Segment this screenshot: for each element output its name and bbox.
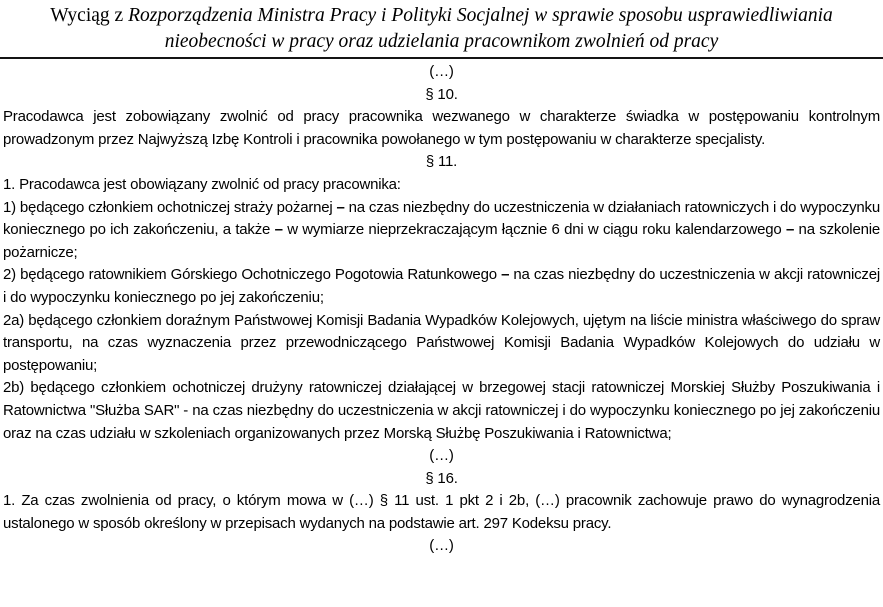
section-11-item-1: [3, 197, 880, 265]
section-11-item-2b: 2b) będącego członkiem ochotniczej drużyny ratowniczej działającej w brzegowej stacji ratowniczej Morskiej Służby Poszukiwania i Ratownictwa "Służba SAR" - na czas niezbędny do uczestniczenia w akcji ratowniczej i do wypoczynku koniecznego po jej zakończeniu oraz na czas udziału w szkoleniach organizowanych przez Morską Służbę Poszukiwania i Ratownictwa;: [3, 379, 880, 442]
item-1-text-c: w wymiarze nieprzekraczającym łącznie 6 dni w ciągu roku kalendarzowego: [282, 221, 786, 239]
section-11-item-2: [3, 264, 880, 309]
item-2-dash-1: –: [501, 266, 510, 284]
omission-mark-3: (…): [429, 537, 454, 555]
regulation-title: Rozporządzenia Ministra Pracy i Polityki Socjalnej w sprawie sposobu usprawiedliwiania nieobecności w pracy oraz udzielania pracownikom zwolnień od pracy: [128, 5, 833, 52]
section-10-paragraph: Pracodawca jest zobowiązany zwolnić od pracy pracownika wezwanego w charakterze świadka w postępowaniu kontrolnym prowadzonym przez Najwyższą Izbę Kontroli i pracownika powołanego w tym postępowaniu w charakterze specjalisty.: [3, 108, 880, 148]
section-11-intro: 1. Pracodawca jest obowiązany zwolnić od pracy pracownika:: [3, 175, 401, 193]
item-2-text-b: na czas niezbędny do uczestniczenia w akcji ratowniczej i do wypoczynku koniecznego po jej zakończeniu;: [3, 266, 880, 306]
item-1-dash-3: –: [785, 221, 795, 239]
document-body: [3, 59, 880, 558]
item-1-dash-1: –: [336, 198, 345, 216]
section-16-heading: § 16.: [425, 469, 458, 487]
item-2-text-a: 2) będącego ratownikiem Górskiego Ochotniczego Pogotowia Ratunkowego: [3, 266, 502, 284]
omission-mark-2: (…): [429, 447, 454, 465]
omission-mark-1: (…): [429, 63, 454, 80]
item-1-text-b: na czas niezbędny do uczestniczenia w działaniach ratowniczych i do wypoczynku koniecznego po ich zakończeniu, a także: [3, 198, 880, 239]
section-10-heading: § 10.: [425, 85, 458, 103]
item-1-text-d: na szkolenie pożarnicze;: [3, 221, 880, 261]
section-11-item-2a: 2a) będącego członkiem doraźnym Państwowej Komisji Badania Wypadków Kolejowych, ujętym na liście ministra właściwego do spraw transportu, na czas wyznaczenia przez przewodniczącego Państwowej Komisji Badania Wypadków Kolejowych do udziału w postępowaniu;: [3, 311, 880, 374]
section-16-paragraph: 1. Za czas zwolnienia od pracy, o którym mowa w (…) § 11 ust. 1 pkt 2 i 2b, (…) pracownik zachowuje prawo do wynagrodzenia ustalonego w sposób określony w przepisach wydanych na podstawie art. 297 Kodeksu pracy.: [3, 492, 880, 532]
document-title: [0, 0, 883, 55]
title-prefix: Wyciąg z: [50, 5, 129, 26]
section-11-heading: § 11.: [425, 153, 458, 171]
item-1-text-a: 1) będącego członkiem ochotniczej straży pożarnej: [3, 198, 337, 216]
item-1-dash-2: –: [274, 221, 283, 239]
